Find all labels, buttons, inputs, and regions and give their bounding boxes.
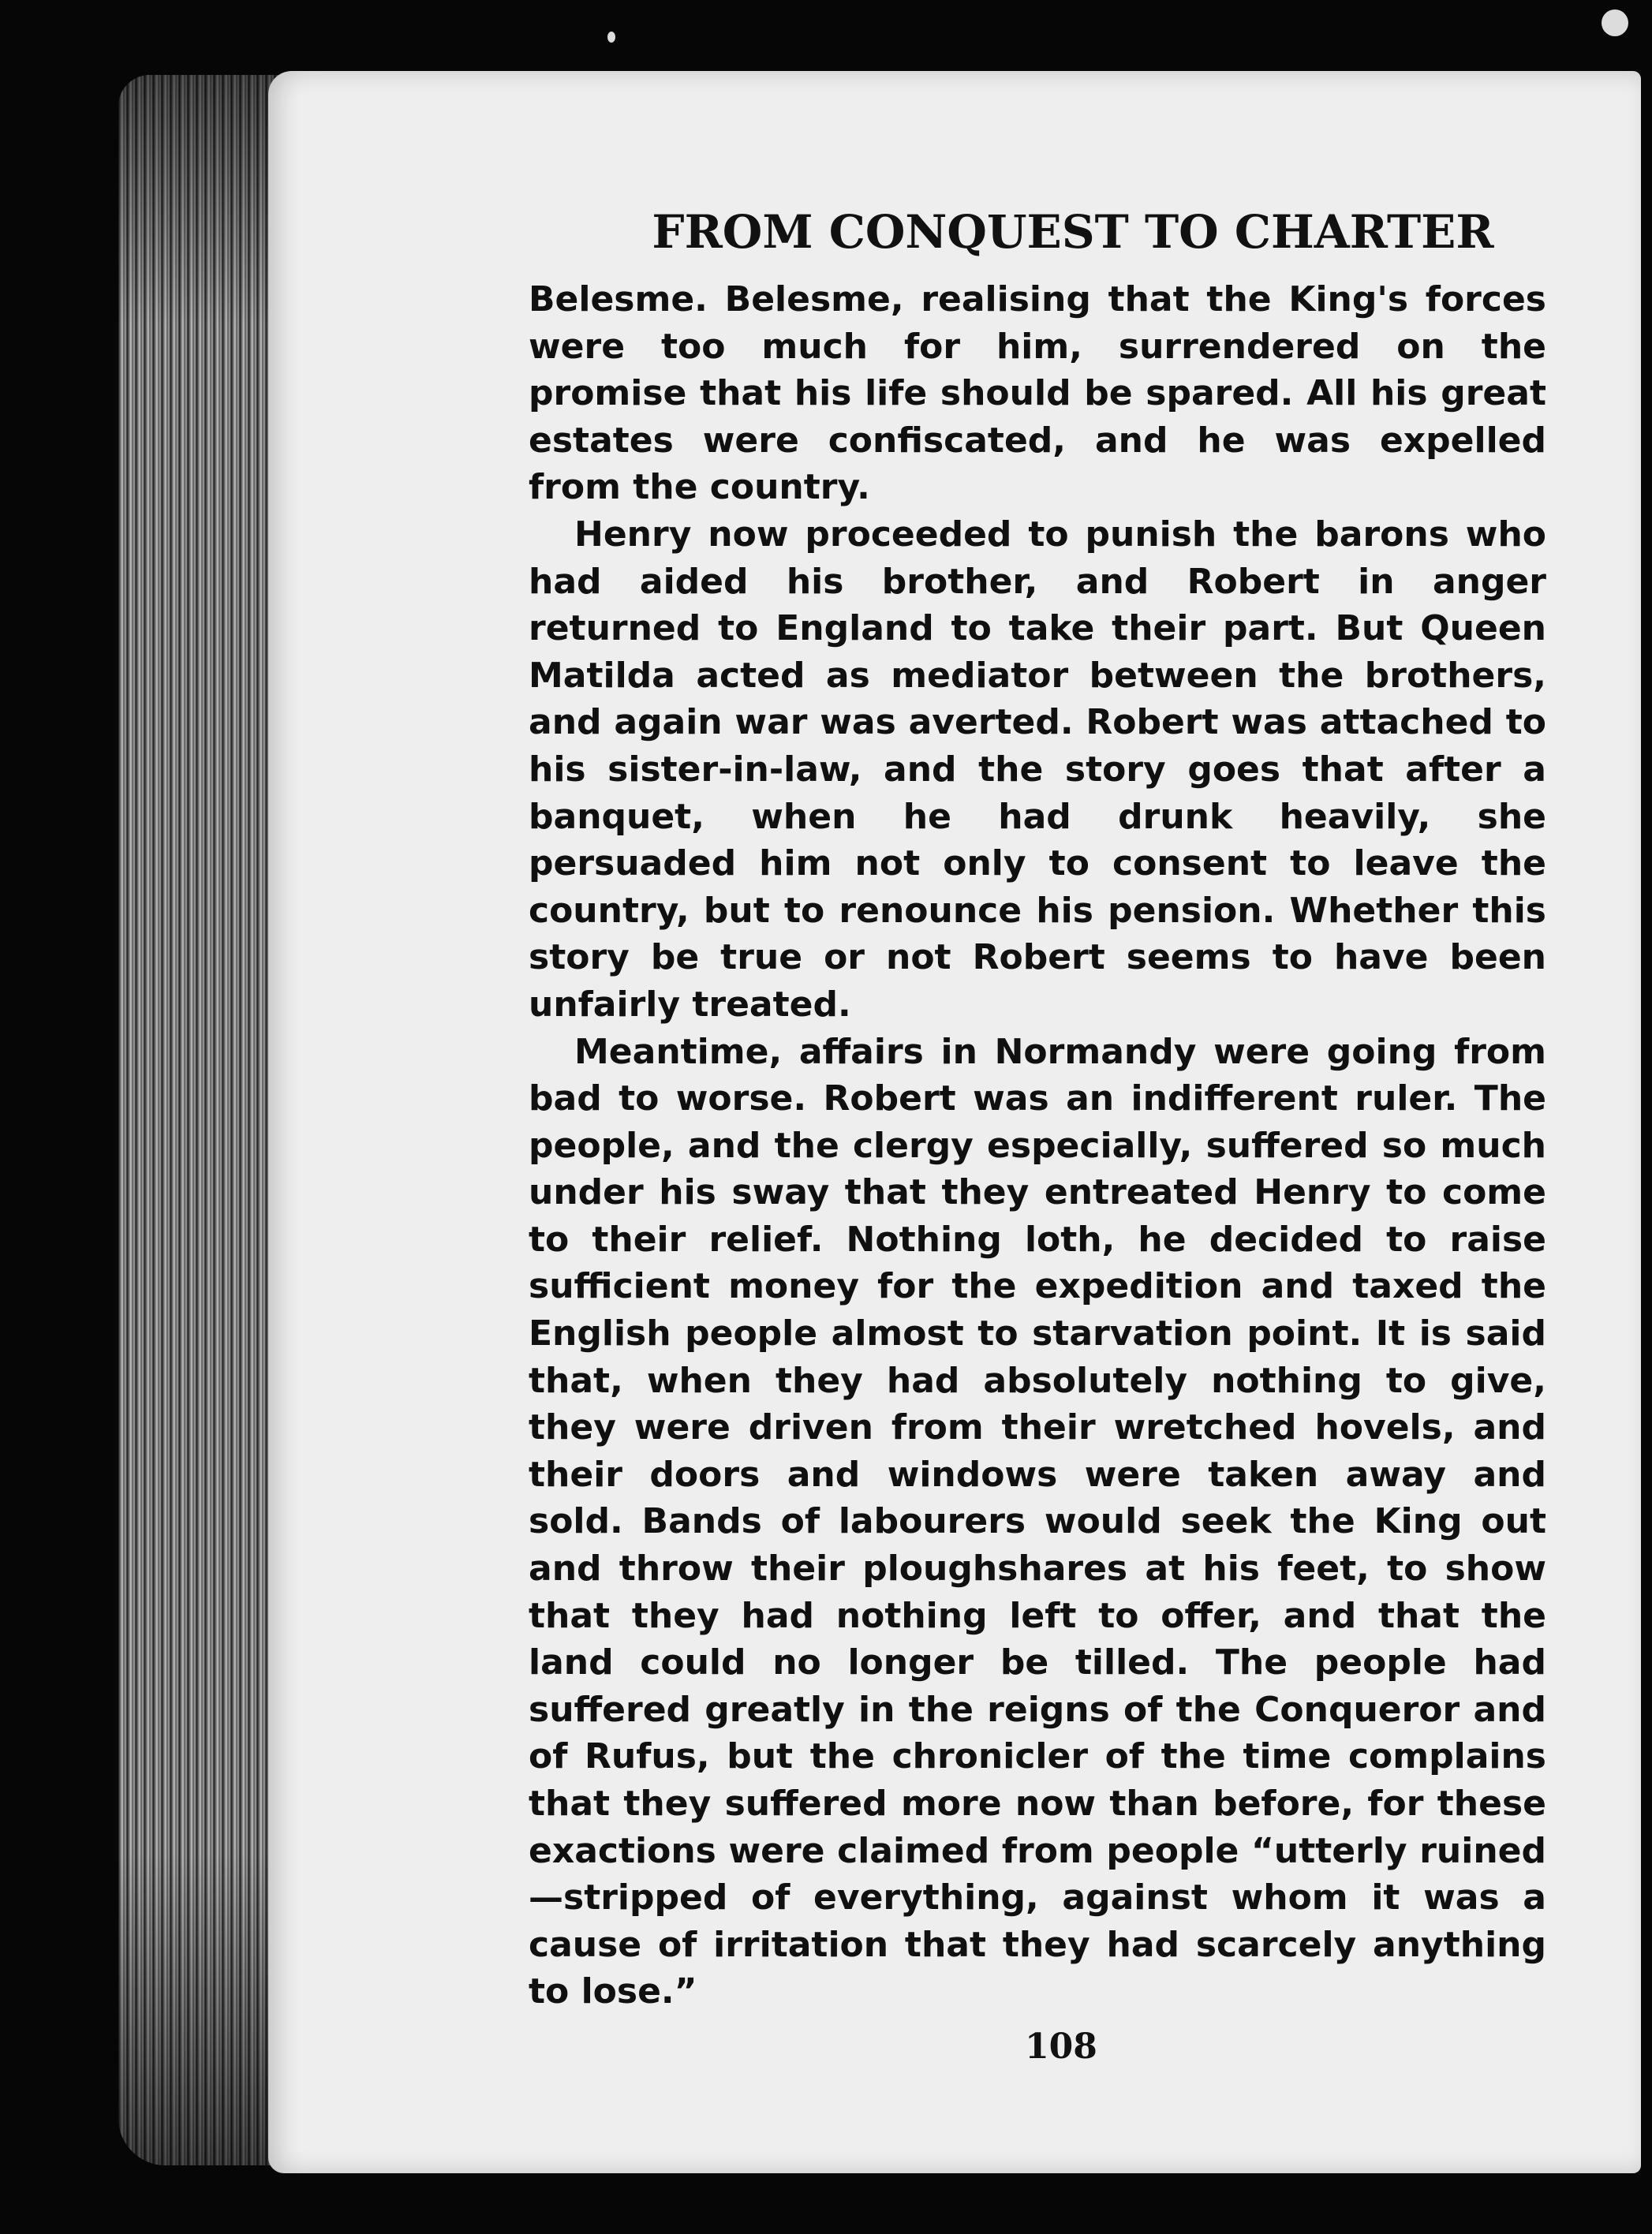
scan-speck	[1602, 9, 1628, 36]
scan-speck	[607, 32, 615, 43]
page-edges	[118, 75, 284, 2165]
page-number: 108	[1025, 2026, 1097, 2067]
body-text	[529, 276, 1546, 2015]
paragraph: Henry now proceeded to punish the barons who had aided his brother, and Robert in anger returned to England to take their part. But Queen Matilda acted as mediator between the brothers, and again war was averted. Robert was attached to his sister-in-law, and the story goes that after a banquet, when he had drunk heavily, she persuaded him not only to consent to leave the country, but to renounce his pension. Whether this story be true or not Robert seems to have been unfairly treated.	[529, 514, 1546, 1025]
paragraph: Meantime, affairs in Normandy were going from bad to worse. Robert was an indifferent ruler. The people, and the clergy especially, suffered so much under his sway that they entreated Henry to come to their relief. Nothing loth, he decided to raise sufficient money for the expedition and taxed the English people almost to starvation point. It is said that, when they had absolutely nothing to give, they were driven from their wretched hovels, and their doors and windows were taken away and sold. Bands of labourers would seek the King out and throw their ploughshares at his feet, to show that they had nothing left to offer, and that the land could no longer be tilled. The people had suffered greatly in the reigns of the Conqueror and of Rufus, but the chronicler of the time complains that they suffered more now than before, for these exactions were claimed from people “utterly ruined—stripped of everything, against whom it was a cause of irritation that they had scarcely anything to lose.”	[529, 1031, 1546, 2012]
paragraph: Belesme. Belesme, realising that the King's forces were too much for him, surrendered on the promise that his life should be spared. All his great estates were confiscated, and he was expelled from the country.	[529, 279, 1546, 508]
running-head: FROM CONQUEST TO CHARTER	[652, 205, 1494, 259]
text-block	[529, 205, 1546, 2067]
